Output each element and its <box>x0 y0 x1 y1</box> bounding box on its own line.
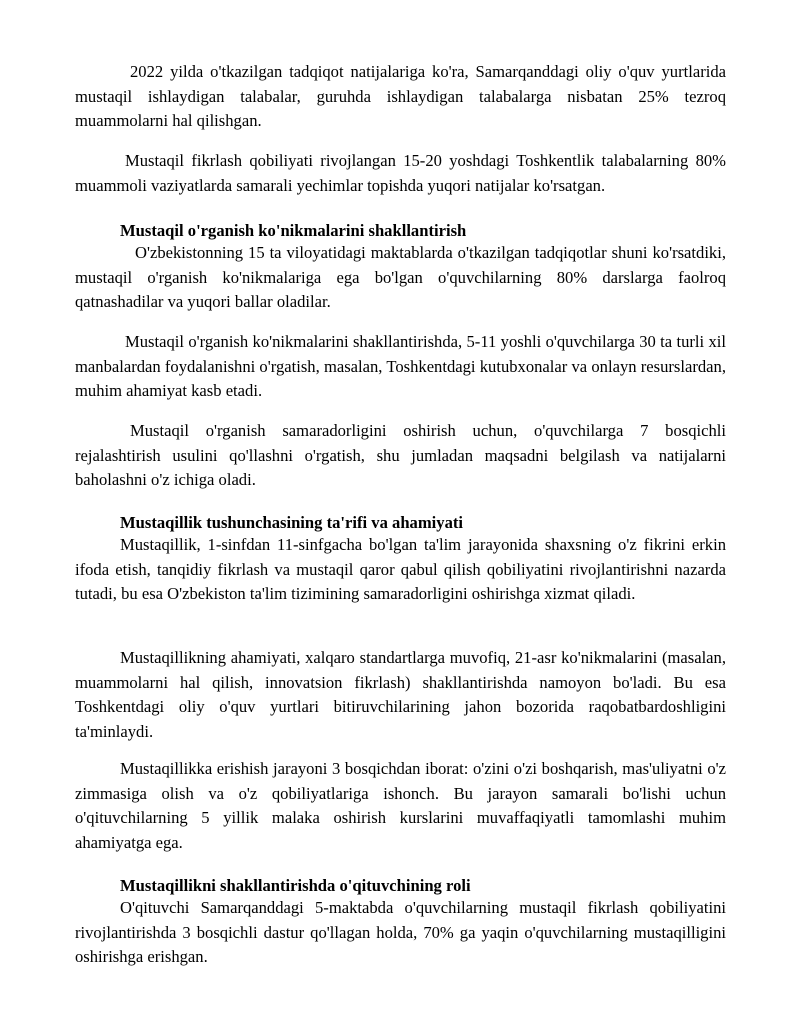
heading-teacher-role: Mustaqillikni shakllantirishda o'qituvchining roli <box>120 876 471 895</box>
paragraph-regional-schools-study: O'zbekistonning 15 ta viloyatidagi maktablarda o'tkazilgan tadqiqotlar shuni ko'rsatdiki, mustaqil o'rganish ko'nikmalariga ega bo'lgan o'quvchilarning 80% darslarga faolroq qatnashadilar va yuqori ballar oladilar. <box>75 243 726 311</box>
paragraph-independence-importance: Mustaqillikning ahamiyati, xalqaro standartlarga muvofiq, 21-asr ko'nikmalarini (masalan, muammolarni hal qilish, innovatsion fikrlash) shakllantirishda namoyon bo'ladi. Bu esa Toshkentdagi oliy o'quv yurtlari bitiruvchilarining jahon bozorida raqobatbardoshligini ta'minlaydi. <box>75 648 726 741</box>
paragraph-learning-sources: Mustaqil o'rganish ko'nikmalarini shakllantirishda, 5-11 yoshli o'quvchilarga 30 ta turli xil manbalardan foydalanishni o'rgatish, masalan, Toshkentdagi kutubxonalar va onlayn resurslardan, muhim ahamiyat kasb etadi. <box>75 332 726 400</box>
paragraph-samarqand-study: 2022 yilda o'tkazilgan tadqiqot natijalariga ko'ra, Samarqanddagi oliy o'quv yurtlarida mustaqil ishlaydigan talabalar, guruhda ishlaydigan talabalarga nisbatan 25% tezroq muammolarni hal qilishgan. <box>75 62 726 130</box>
heading-self-study-skills: Mustaqil o'rganish ko'nikmalarini shakllantirish <box>120 221 467 240</box>
paragraph-critical-thinking-students: Mustaqil fikrlash qobiliyati rivojlangan 15-20 yoshdagi Toshkentlik talabalarning 80% muammoli vaziyatlarda samarali yechimlar topishda yuqori natijalar ko'rsatgan. <box>75 151 726 195</box>
paragraph-independence-stages: Mustaqillikka erishish jarayoni 3 bosqichdan iborat: o'zini o'zi boshqarish, mas'uliyatni o'z zimmasiga olish va o'z qobiliyatlariga ishonch. Bu jarayon samarali bo'lishi uchun o'qituvchilarning 5 yillik malaka oshirish kurslarini muvaffaqiyatli tamomlashi muhim ahamiyatga ega. <box>75 759 726 852</box>
paragraph-teacher-program: O'qituvchi Samarqanddagi 5-maktabda o'quvchilarning mustaqil fikrlash qobiliyatini rivojlantirishda 3 bosqichli dastur qo'llagan holda, 70% ga yaqin o'quvchilarning mustaqilligini oshirishga erishgan. <box>75 898 726 966</box>
paragraph-independence-definition: Mustaqillik, 1-sinfdan 11-sinfgacha bo'lgan ta'lim jarayonida shaxsning o'z fikrini erkin ifoda etish, tanqidiy fikrlash va mustaqil qaror qabul qilish qobiliyatini rivojlantirishni nazarda tutadi, bu esa O'zbekiston ta'lim tizimining samaradorligini oshirishga xizmat qiladi. <box>75 535 726 603</box>
paragraph-planning-method: Mustaqil o'rganish samaradorligini oshirish uchun, o'quvchilarga 7 bosqichli rejalashtirish usulini qo'llashni o'rgatish, shu jumladan maqsadni belgilash va natijalarni baholashni o'z ichiga oladi. <box>75 421 726 489</box>
heading-independence-definition: Mustaqillik tushunchasining ta'rifi va ahamiyati <box>120 513 464 532</box>
